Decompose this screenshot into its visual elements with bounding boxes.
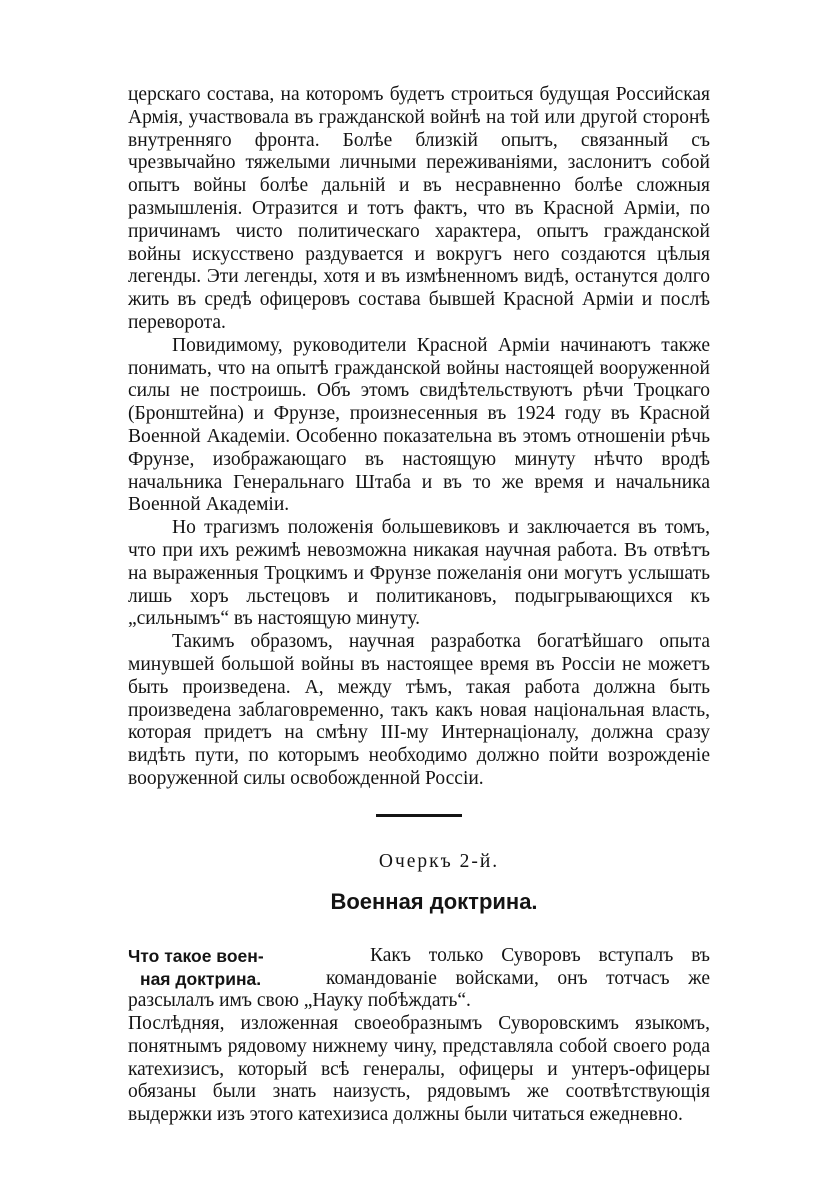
book-page bbox=[128, 84, 710, 1127]
side-note-line-1: Что такое воен- bbox=[128, 945, 264, 966]
paragraph-4: Такимъ образомъ, научная разработка богатѣйшаго опыта минувшей большой войны въ настоящее время въ Россіи не можетъ быть произведена. А, между тѣмъ, такая работа должна быть произведена заблаговременно, такъ какъ новая національная власть, которая придетъ на смѣну III-му Интернаціоналу, должна сразу видѣть пути, по которымъ необходимо должно пойти возрожденіе вооруженной силы освобожденной Россіи. bbox=[128, 631, 710, 789]
continuation-paragraph: Послѣдняя, изложенная своеобразнымъ Суворовскимъ языкомъ, понятнымъ рядовому нижнему чину, представляла собой своего рода катехизисъ, который всѣ генералы, офицеры и унтеръ-офицеры обязаны были знать наизусть, рядовымъ же соотвѣтствующія выдержки изъ этого катехизиса должны были читаться ежедневно. bbox=[128, 1013, 710, 1126]
side-note bbox=[128, 945, 306, 991]
paragraph-1: церскаго состава, на которомъ будетъ строиться будущая Российская Армія, участвовала въ гражданской войнѣ на той или другой сторонѣ внутренняго фронта. Болѣе близкій опытъ, связанный съ чрезвычайно тяжелыми личными переживаніями, заслонитъ собой опытъ войны болѣе дальній и въ несравненно болѣе сложныя размышленія. Отразится и тотъ фактъ, что въ Красной Арміи, по причинамъ чисто политическаго характера, опытъ гражданской войны искусствено раздувается и вокругъ него создаются цѣлыя легенды. Эти легенды, хотя и въ измѣненномъ видѣ, останутся долго жить въ средѣ офицеровъ состава бывшей Красной Арміи и послѣ переворота. bbox=[128, 84, 710, 333]
chapter-number: Очеркъ 2-й. bbox=[378, 850, 500, 872]
paragraph-3: Но трагизмъ положенія большевиковъ и заключается въ томъ, что при ихъ режимѣ невозможна никакая научная работа. Въ отвѣтъ на выраженныя Троцкимъ и Фрунзе пожеланія они могутъ услышать лишь хоръ льстецовъ и политикановъ, подыгрывающихся къ „сильнымъ“ въ настоящую минуту. bbox=[128, 517, 710, 630]
chapter-title: Военная доктрина. bbox=[330, 888, 538, 914]
paragraph-2: Повидимому, руководители Красной Арміи начинаютъ также понимать, что на опытѣ гражданской войны настоящей вооруженной силы не построишь. Объ этомъ свидѣтельствуютъ рѣчи Троцкаго (Бронштейна) и Фрунзе, произнесенныя въ 1924 году въ Красной Военной Академіи. Особенно показательна въ этомъ отношеніи рѣчь Фрунзе, изображающаго въ настоящую минуту нѣчто вродѣ начальника Генеральнаго Штаба и въ то же время и начальника Военной Академіи. bbox=[128, 334, 710, 516]
chapter-lead bbox=[128, 945, 710, 1013]
side-note-line-2: ная доктрина. bbox=[140, 968, 262, 989]
lead-paragraph: Какъ только Суворовъ вступалъ въ командованіе войсками, онъ тотчасъ же разсылалъ имъ свою „Науку побѣждать“. bbox=[128, 944, 710, 1012]
section-divider bbox=[376, 814, 462, 817]
